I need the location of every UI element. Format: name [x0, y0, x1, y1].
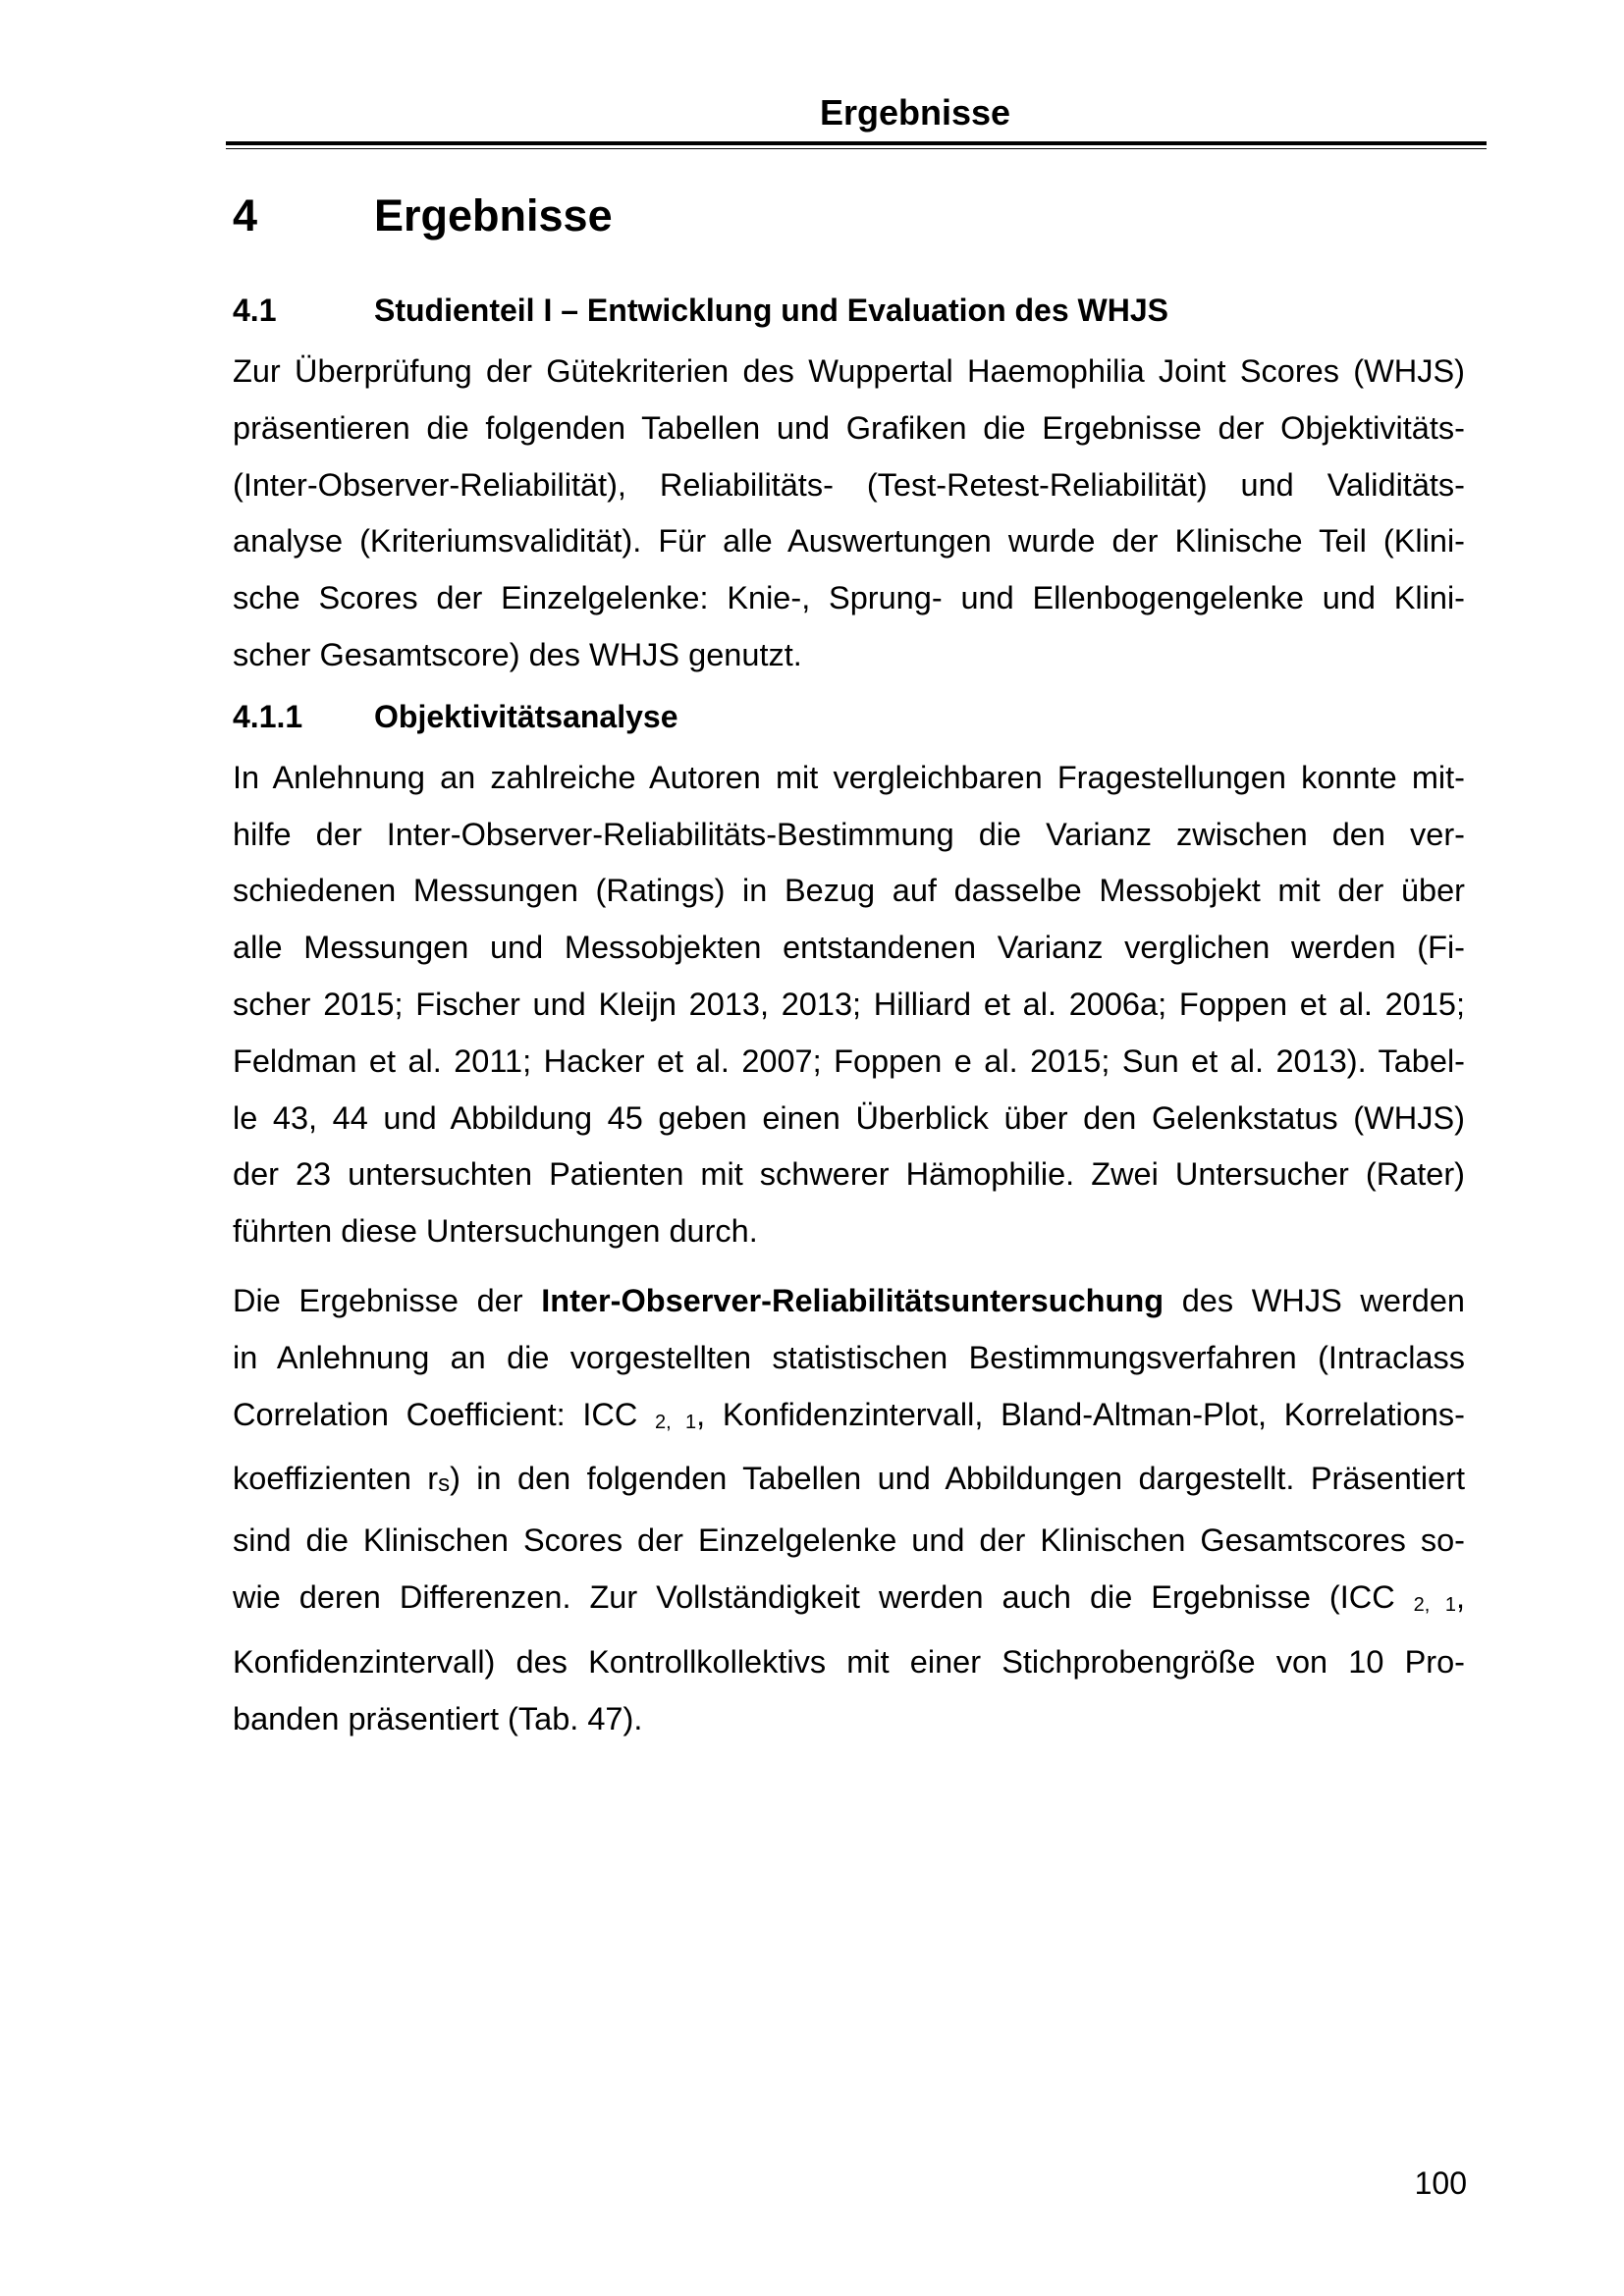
text-run: koeffizienten r [233, 1461, 439, 1497]
bold-term: Inter-Observer-Reliabilitätsuntersuchung [541, 1282, 1164, 1318]
text-line: sche Scores der Einzelgelenke: Knie-, Sprung- und Ellenbogengelenke und Klini- [233, 580, 1465, 616]
text-line: alle Messungen und Messobjekten entstandenen Varianz verglichen werden (Fi- [233, 930, 1465, 966]
text-run: Die Ergebnisse der [233, 1282, 542, 1318]
text-line: (Inter-Observer-Reliabilität), Reliabilitäts- (Test-Retest-Reliabilität) und Validitäts- [233, 466, 1465, 503]
text-line: banden präsentiert (Tab. 47). [233, 1700, 643, 1736]
text-run: des WHJS werden [1164, 1282, 1465, 1318]
text-run: , Konfidenzintervall, Bland-Altman-Plot, Korrelations- [696, 1396, 1466, 1432]
section-number: 4.1 [233, 293, 277, 328]
text-run: ) in den folgenden Tabellen und Abbildungen dargestellt. Präsentiert [450, 1461, 1465, 1497]
text-run: , [1455, 1578, 1465, 1615]
section-title: Studienteil I – Entwicklung und Evaluation des WHJS [374, 293, 1168, 328]
text-line: schiedenen Messungen (Ratings) in Bezug auf dasselbe Messobjekt mit der über [233, 873, 1465, 909]
running-header [226, 88, 1487, 137]
text-run: Correlation Coefficient: ICC [233, 1396, 656, 1432]
paragraph-1 [233, 344, 1465, 684]
text-line: In Anlehnung an zahlreiche Autoren mit vergleichbaren Fragestellungen konnte mit- [233, 759, 1465, 795]
icc-subscript: 2, 1 [1413, 1593, 1456, 1616]
text-line: Konfidenzintervall) des Kontrollkollektivs mit einer Stichprobengröße von 10 Pro- [233, 1643, 1465, 1680]
text-line: analyse (Kriteriumsvalidität). Für alle Auswertungen wurde der Klinische Teil (Klini- [233, 523, 1465, 560]
header-rule-thin [226, 148, 1487, 149]
subsection-heading [233, 697, 1465, 736]
page-content [233, 187, 1465, 1760]
text-line: le 43, 44 und Abbildung 45 geben einen Überblick über den Gelenkstatus (WHJS) [233, 1099, 1465, 1136]
text-line: Feldman et al. 2011; Hacker et al. 2007; Foppen e al. 2015; Sun et al. 2013). Tabel- [233, 1042, 1465, 1079]
text-line: in Anlehnung an die vorgestellten statistischen Bestimmungsverfahren (Intraclass [233, 1339, 1465, 1375]
subsection-title: Objektivitätsanalyse [374, 698, 678, 734]
icc-subscript: 2, 1 [655, 1411, 697, 1433]
text-line: Zur Überprüfung der Gütekriterien des Wuppertal Haemophilia Joint Scores (WHJS) [233, 353, 1465, 389]
subsection-number: 4.1.1 [233, 698, 303, 734]
chapter-title: Ergebnisse [374, 190, 613, 240]
text-line: scher Gesamtscore) des WHJS genutzt. [233, 636, 802, 672]
text-line [233, 1273, 1465, 1330]
text-line: sind die Klinischen Scores der Einzelgelenke und der Klinischen Gesamtscores so- [233, 1522, 1465, 1559]
page-number: 100 [1414, 2165, 1467, 2201]
text-line: führten diese Untersuchungen durch. [233, 1213, 758, 1250]
paragraph-2 [233, 750, 1465, 1260]
text-line: der 23 untersuchten Patienten mit schwerer Hämophilie. Zwei Untersucher (Rater) [233, 1156, 1465, 1193]
header-rule-thick [226, 141, 1487, 145]
text-line: präsentieren die folgenden Tabellen und Grafiken die Ergebnisse der Objektivitäts- [233, 409, 1465, 446]
text-line: hilfe der Inter-Observer-Reliabilitäts-Bestimmung die Varianz zwischen den ver- [233, 816, 1465, 852]
text-line: scher 2015; Fischer und Kleijn 2013, 2013; Hilliard et al. 2006a; Foppen et al. 2015; [233, 986, 1465, 1022]
rs-subscript: s [438, 1470, 451, 1498]
chapter-heading [233, 187, 1465, 245]
text-line [233, 1570, 1465, 1634]
running-header-title: Ergebnisse [819, 92, 1011, 133]
text-line [233, 1451, 1465, 1513]
paragraph-3 [233, 1273, 1465, 1747]
section-heading [233, 291, 1465, 330]
chapter-number: 4 [233, 190, 258, 240]
text-run: wie deren Differenzen. Zur Vollständigkeit werden auch die Ergebnisse (ICC [233, 1578, 1414, 1615]
text-line [233, 1387, 1465, 1452]
